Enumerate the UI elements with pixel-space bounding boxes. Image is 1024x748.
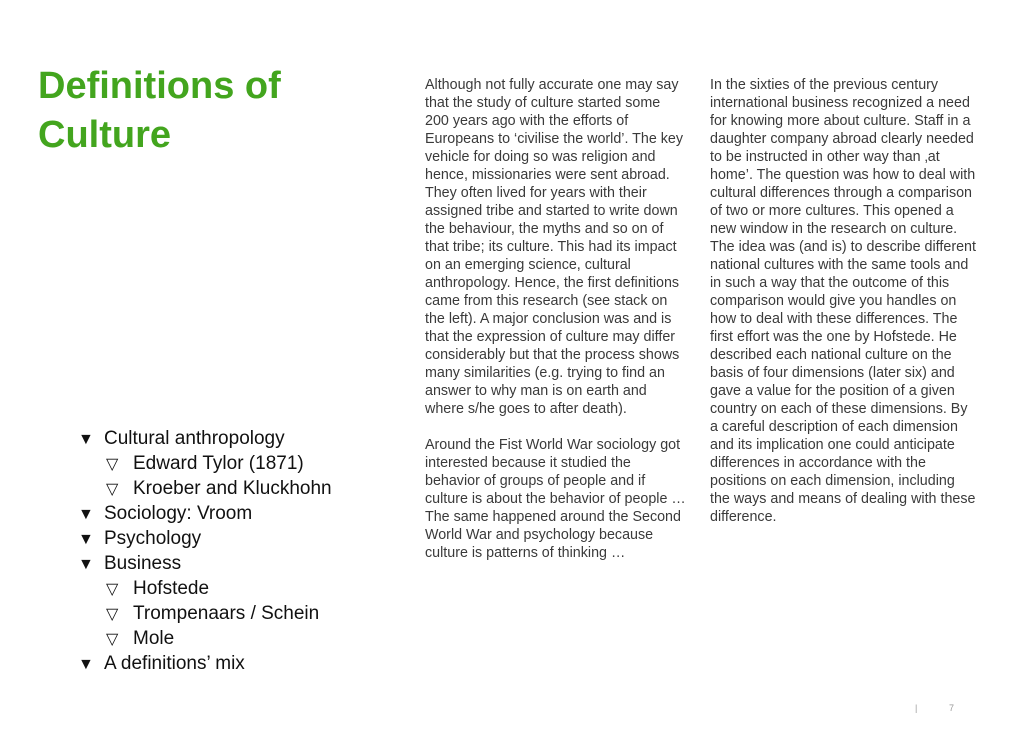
page-title-line-1: Definitions of [38,65,281,107]
outline-item-trompenaars-schein [78,602,378,627]
filled-triangle-bullet-icon: ▼ [78,656,94,673]
page-title-line-2: Culture [38,114,171,156]
filled-triangle-bullet-icon: ▼ [78,506,94,523]
hollow-triangle-bullet-icon: ▽ [106,481,119,498]
outline-item-psychology [78,527,378,552]
filled-triangle-bullet-icon: ▼ [78,431,94,448]
page-title [38,62,358,160]
hollow-triangle-bullet-icon: ▽ [106,581,119,598]
outline-item-label: Edward Tylor (1871) [133,453,304,474]
outline-item-sociology [78,502,378,527]
body-paragraph-sociology: Around the Fist World War sociology got interested because it studied the behavior of groups of people and if culture is about the behavior of people … The same happened around the Second World War and psychology because culture is patterns of thinking … [425,437,686,561]
outline-item-label: Trompenaars / Schein [133,603,320,624]
outline-item-label: Hofstede [133,578,210,599]
body-paragraph-history: Although not fully accurate one may say that the study of culture started some 200 years ago with the efforts of Europeans to ‘civilise the world’. The key vehicle for doing so was religion and hence, missionaries were sent abroad. They often lived for years with their assigned tribe and started to write down the behaviour, the myths and so on of that tribe; its culture. This had its impact on an emerging science, cultural anthropology. Hence, the first definitions came from this research (see stack on the left). A major conclusion was and is that the expression of culture may differ considerably but that the process shows many similarities (e.g. trying to find an answer to why man is on earth and where s/he goes to after death). [425,77,684,417]
outline-item-cultural-anthropology [78,427,378,452]
outline-item-label: Cultural anthropology [104,428,285,449]
outline-item-business [78,552,378,577]
filled-triangle-bullet-icon: ▼ [78,556,94,573]
body-paragraph-business: In the sixties of the previous century international business recognized a need for knowing more about culture. Staff in a daughter company abroad clearly needed to be instructed in other way than ‚at home’. The question was how to deal with cultural differences through a comparison of two or more cultures. This opened a new window in the research on culture. The idea was (and is) to describe different national cultures with the same tools and in such a way that the outcome of this comparison would give you handles on how to deal with these differences. The first effort was the one by Hofstede. He described each national culture on the basis of four dimensions (later six) and gave a value for the position of a given country on each of these dimensions. By a careful description of each dimension and its implication one could anticipate differences in accordance with the positions on each dimension, including the ways and means of dealing with these difference. [710,77,976,525]
outline-item-label: Sociology: Vroom [104,503,253,524]
outline-item-mole [78,627,378,652]
outline-item-label: A definitions’ mix [104,653,245,674]
body-column-left [425,76,687,580]
outline-item-label: Psychology [104,528,202,549]
filled-triangle-bullet-icon: ▼ [78,531,94,548]
footer-separator: | [915,703,918,713]
outline-item-label: Business [104,553,182,574]
hollow-triangle-bullet-icon: ▽ [106,631,119,648]
outline-item-kroeber-kluckhohn [78,477,378,502]
body-column-right [710,76,976,544]
outline-item-edward-tylor [78,452,378,477]
hollow-triangle-bullet-icon: ▽ [106,456,119,473]
page-number: 7 [949,703,955,713]
outline-item-definitions-mix [78,652,378,677]
outline-item-label: Mole [133,628,175,649]
outline-item-hofstede [78,577,378,602]
outline-item-label: Kroeber and Kluckhohn [133,478,332,499]
hollow-triangle-bullet-icon: ▽ [106,606,119,623]
definitions-outline [78,427,378,677]
